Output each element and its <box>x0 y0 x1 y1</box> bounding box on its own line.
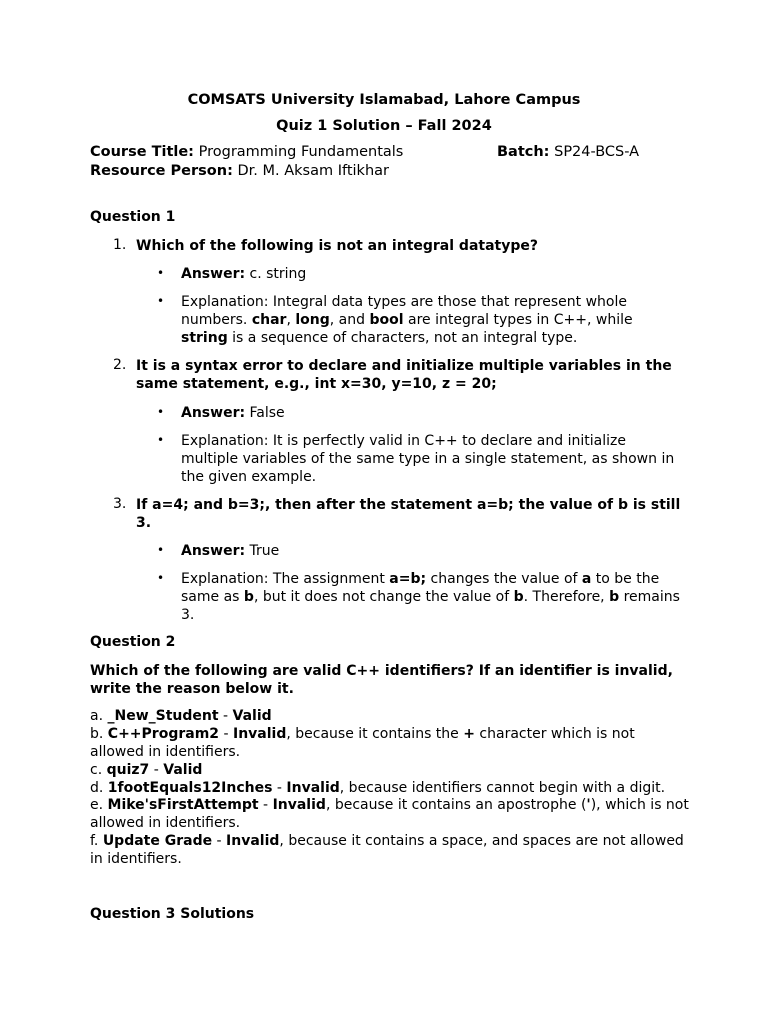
text-run: is a sequence of characters, not an integral type. <box>227 330 578 346</box>
text-run: Explanation: The assignment <box>181 571 390 587</box>
course-title-label: Course Title: <box>90 144 194 160</box>
text-run: - <box>218 708 233 724</box>
text-run: character which is not allowed in identifiers. <box>90 726 635 760</box>
q1-item-1-answer <box>181 265 681 283</box>
course-title-value: Programming Fundamentals <box>198 144 404 160</box>
batch-line <box>497 144 639 160</box>
q1-item-3-answer <box>181 542 681 560</box>
text-run: changes the value of <box>426 571 582 587</box>
q1-item-3-number: 3. <box>113 496 127 512</box>
identifier-option-d <box>90 780 690 798</box>
question-1-heading: Question 1 <box>90 209 176 225</box>
bold-text-run: Invalid <box>226 833 280 849</box>
text-run: ), which is not allowed in identifiers. <box>90 797 689 831</box>
q1-item-3-explanation <box>181 570 681 624</box>
bold-text-run: Invalid <box>232 726 287 742</box>
bold-text-run: b <box>243 589 254 605</box>
university-title: COMSATS University Islamabad, Lahore Campus <box>187 92 581 108</box>
batch-label: Batch: <box>497 144 550 160</box>
bold-text-run: Valid <box>163 762 203 778</box>
answer-value: c. string <box>249 266 307 282</box>
bold-text-run: + <box>463 726 475 742</box>
bullet-marker: • <box>157 543 165 557</box>
bullet-marker: • <box>157 266 165 280</box>
text-run: a. <box>90 708 108 724</box>
bullet-marker: • <box>157 294 165 308</box>
bold-text-run: _New_Student <box>107 708 219 724</box>
bold-text-run: Update Grade <box>102 833 213 849</box>
text-run: - <box>212 833 227 849</box>
text-run: f. <box>90 833 103 849</box>
bold-text-run: Mike'sFirstAttempt <box>107 797 259 813</box>
answer-value: True <box>249 543 280 559</box>
text-run: , <box>286 312 296 328</box>
resource-person-line <box>90 163 389 179</box>
text-run: - <box>258 797 273 813</box>
bold-text-run: Valid <box>232 708 272 724</box>
text-run: - <box>272 780 287 796</box>
bold-text-run: b <box>609 589 620 605</box>
answer-value: False <box>249 405 285 421</box>
text-run: Explanation: Integral data types are those that represent whole numbers. <box>181 294 627 328</box>
text-run: are integral types in C++, while <box>403 312 633 328</box>
bold-text-run: Invalid <box>286 780 340 796</box>
answer-label: Answer: <box>181 543 246 559</box>
q1-item-2-explanation <box>181 432 681 486</box>
resource-person-value: Dr. M. Aksam Iftikhar <box>237 163 389 179</box>
q1-item-2-number: 2. <box>113 357 127 373</box>
text-run: , and <box>329 312 370 328</box>
identifier-option-b <box>90 726 690 761</box>
quiz-title: Quiz 1 Solution – Fall 2024 <box>276 118 492 134</box>
text-run: , because it contains a space, and spaces are not allowed in identifiers. <box>90 833 684 867</box>
identifier-option-c <box>90 762 690 780</box>
text-run: , because it contains the <box>286 726 464 742</box>
text-run: d. <box>90 780 108 796</box>
q1-item-1-question: Which of the following is not an integral datatype? <box>136 238 538 254</box>
bold-text-run: 1footEquals12Inches <box>107 780 273 796</box>
q1-item-3-question: If a=4; and b=3;, then after the statement a=b; the value of b is still 3. <box>136 497 681 531</box>
text-run: - <box>219 726 233 742</box>
bold-text-run: b <box>513 589 524 605</box>
text-run: remains 3. <box>181 589 680 623</box>
bold-text-run: bool <box>369 312 404 328</box>
q1-item-2-question: It is a syntax error to declare and initialize multiple variables in the same statement, e.g., int x=30, y=10, z = 20; <box>136 358 672 392</box>
question-2-prompt: Which of the following are valid C++ identifiers? If an identifier is invalid, write the reason below it. <box>90 663 673 697</box>
q1-item-1-number: 1. <box>113 237 127 253</box>
bold-text-run: long <box>295 312 330 328</box>
text-run: c. <box>90 762 107 778</box>
bullet-marker: • <box>157 571 165 585</box>
q1-item-2-answer <box>181 404 681 422</box>
question-3-heading: Question 3 Solutions <box>90 906 255 922</box>
text-run: - <box>149 762 164 778</box>
text-run: to be the same as <box>181 571 660 605</box>
bold-text-run: C++Program2 <box>107 726 220 742</box>
answer-label: Answer: <box>181 266 246 282</box>
bullet-marker: • <box>157 433 165 447</box>
identifier-option-f <box>90 833 690 868</box>
bold-text-run: quiz7 <box>106 762 150 778</box>
bold-text-run: char <box>251 312 287 328</box>
text-run: , because identifiers cannot begin with a digit. <box>339 780 666 796</box>
bold-text-run: string <box>181 330 228 346</box>
bold-text-run: ' <box>586 797 591 813</box>
text-run: Explanation: It is perfectly valid in C++ to declare and initialize multiple variables of the same type in a single statement, as shown in the given example. <box>181 433 675 485</box>
text-run: . Therefore, <box>523 589 610 605</box>
identifier-option-a <box>90 708 690 726</box>
text-run: , because it contains an apostrophe ( <box>325 797 587 813</box>
text-run: b. <box>90 726 108 742</box>
text-run: e. <box>90 797 108 813</box>
text-run: , but it does not change the value of <box>253 589 514 605</box>
q1-item-1-explanation <box>181 293 681 347</box>
bold-text-run: Invalid <box>272 797 326 813</box>
question-2-heading: Question 2 <box>90 634 176 650</box>
resource-person-label: Resource Person: <box>90 163 233 179</box>
course-title-line <box>90 144 403 160</box>
bullet-marker: • <box>157 405 165 419</box>
identifier-option-e <box>90 797 690 832</box>
batch-value: SP24-BCS-A <box>554 144 640 160</box>
bold-text-run: a <box>581 571 592 587</box>
answer-label: Answer: <box>181 405 246 421</box>
bold-text-run: a=b; <box>389 571 427 587</box>
